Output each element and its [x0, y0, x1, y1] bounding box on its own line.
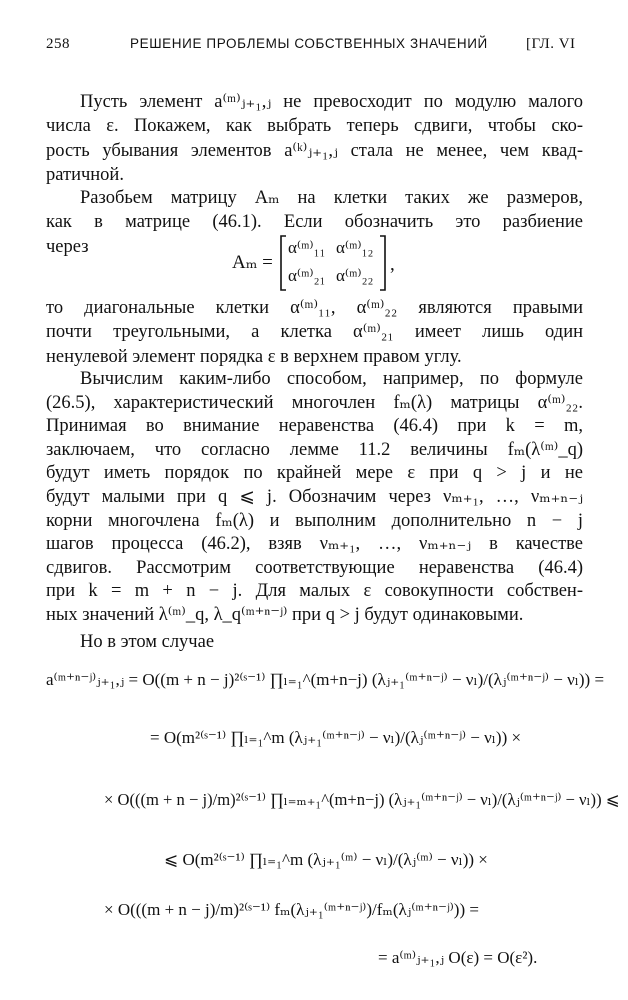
paragraph-1	[46, 90, 583, 187]
text-line: Разобьем матрицу Aₘ на клетки таких же размеров,	[80, 188, 583, 208]
matrix-entry-a21: α⁽ᵐ⁾₂₁	[288, 266, 326, 285]
text-line: как в матрице (46.1). Если обозначить это разбиение	[46, 212, 583, 233]
equation-line-6: = a⁽ᵐ⁾ⱼ₊₁,ⱼ O(ε) = O(ε²).	[378, 948, 538, 967]
matrix-entry-a11: α⁽ᵐ⁾₁₁	[288, 238, 326, 257]
paragraph-4	[46, 368, 583, 628]
matrix-entry-a22: α⁽ᵐ⁾₂₂	[336, 266, 374, 285]
equation-line-3: × O(((m + n − j)/m)²⁽ˢ⁻¹⁾ ∏ₗ₌ₘ₊₁^(m+n−j) (λⱼ₊₁⁽ᵐ⁺ⁿ⁻ʲ⁾ − νₗ)/(λⱼ⁽ᵐ⁺ⁿ⁻ʲ⁾ − νₗ)) ⩽	[104, 790, 620, 809]
paragraph-5	[46, 630, 583, 654]
running-title: РЕШЕНИЕ ПРОБЛЕМЫ СОБСТВЕННЫХ ЗНАЧЕНИЙ	[130, 36, 488, 51]
text-line: через	[46, 236, 89, 257]
text-line: заключаем, что согласно лемме 11.2 величины fₘ(λ⁽ᵐ⁾_q)	[46, 439, 583, 460]
equation-line-2: = O(m²⁽ˢ⁻¹⁾ ∏ₗ₌₁^m (λⱼ₊₁⁽ᵐ⁺ⁿ⁻ʲ⁾ − νₗ)/(λⱼ⁽ᵐ⁺ⁿ⁻ʲ⁾ − νₗ)) ×	[150, 728, 522, 747]
text-line: будут малыми при q ⩽ j. Обозначим через νₘ₊₁, …, νₘ₊ₙ₋ⱼ	[46, 486, 583, 507]
text-line: при k = m + n − j. Для малых ε совокупности собствен-	[46, 581, 583, 602]
matrix-comma: ,	[390, 254, 395, 275]
text-line: ненулевой элемент порядка ε в верхнем правом углу.	[46, 346, 462, 367]
text-line: числа ε. Покажем, как выбрать теперь сдвиги, чтобы ско-	[46, 116, 583, 137]
page-number: 258	[46, 36, 70, 52]
text-line: Но в этом случае	[80, 632, 215, 652]
text-line: Вычислим каким-либо способом, например, по формуле	[80, 369, 583, 389]
text-line: Принимая во внимание неравенства (46.4) при k = m,	[46, 416, 583, 437]
text-line: Пусть элемент a⁽ᵐ⁾ⱼ₊₁,ⱼ не превосходит по модулю малого	[80, 92, 583, 112]
text-line: ратичной.	[46, 164, 124, 185]
matrix-lhs: Aₘ =	[232, 252, 273, 273]
text-line: (26.5), характеристический многочлен fₘ(λ) матрицы α⁽ᵐ⁾₂₂.	[46, 392, 583, 413]
text-line: корни многочлена fₘ(λ) и выполним дополнительно n − j	[46, 510, 583, 531]
equation-line-5: × O(((m + n − j)/m)²⁽ˢ⁻¹⁾ fₘ(λⱼ₊₁⁽ᵐ⁺ⁿ⁻ʲ⁾)/fₘ(λⱼ⁽ᵐ⁺ⁿ⁻ʲ⁾)) =	[104, 900, 479, 919]
text-line: рость убывания элементов a⁽ᵏ⁾ⱼ₊₁,ⱼ стала не менее, чем квад-	[46, 140, 583, 161]
equation-line-4: ⩽ O(m²⁽ˢ⁻¹⁾ ∏ₗ₌₁^m (λⱼ₊₁⁽ᵐ⁾ − νₗ)/(λⱼ⁽ᵐ⁾ − νₗ)) ×	[164, 850, 488, 869]
text-line: будут иметь порядок по крайней мере ε при q > j и не	[46, 463, 583, 484]
text-line: шагов процесса (46.2), взяв νₘ₊₁, …, νₘ₊ₙ₋ⱼ в качестве	[46, 534, 583, 555]
text-line: то диагональные клетки α⁽ᵐ⁾₁₁, α⁽ᵐ⁾₂₂ являются правыми	[46, 298, 583, 318]
text-line: сдвигов. Рассмотрим соответствующие неравенства (46.4)	[46, 557, 583, 578]
paragraph-3	[46, 296, 583, 369]
block-matrix-equation	[232, 234, 402, 292]
matrix-entry-a12: α⁽ᵐ⁾₁₂	[336, 238, 374, 257]
chapter-label: [ГЛ. VI	[526, 36, 576, 52]
text-line: ных значений λ⁽ᵐ⁾_q, λ_q⁽ᵐ⁺ⁿ⁻ʲ⁾ при q > j будут одинаковыми.	[46, 604, 524, 625]
text-line: почти треугольными, а клетка α⁽ᵐ⁾₂₁ имеет лишь один	[46, 322, 583, 343]
equation-line-1: a⁽ᵐ⁺ⁿ⁻ʲ⁾ⱼ₊₁,ⱼ = O((m + n − j)²⁽ˢ⁻¹⁾ ∏ₗ₌₁^(m+n−j) (λⱼ₊₁⁽ᵐ⁺ⁿ⁻ʲ⁾ − νₗ)/(λⱼ⁽ᵐ⁺ⁿ⁻ʲ⁾ − νₗ)) =	[46, 670, 605, 689]
